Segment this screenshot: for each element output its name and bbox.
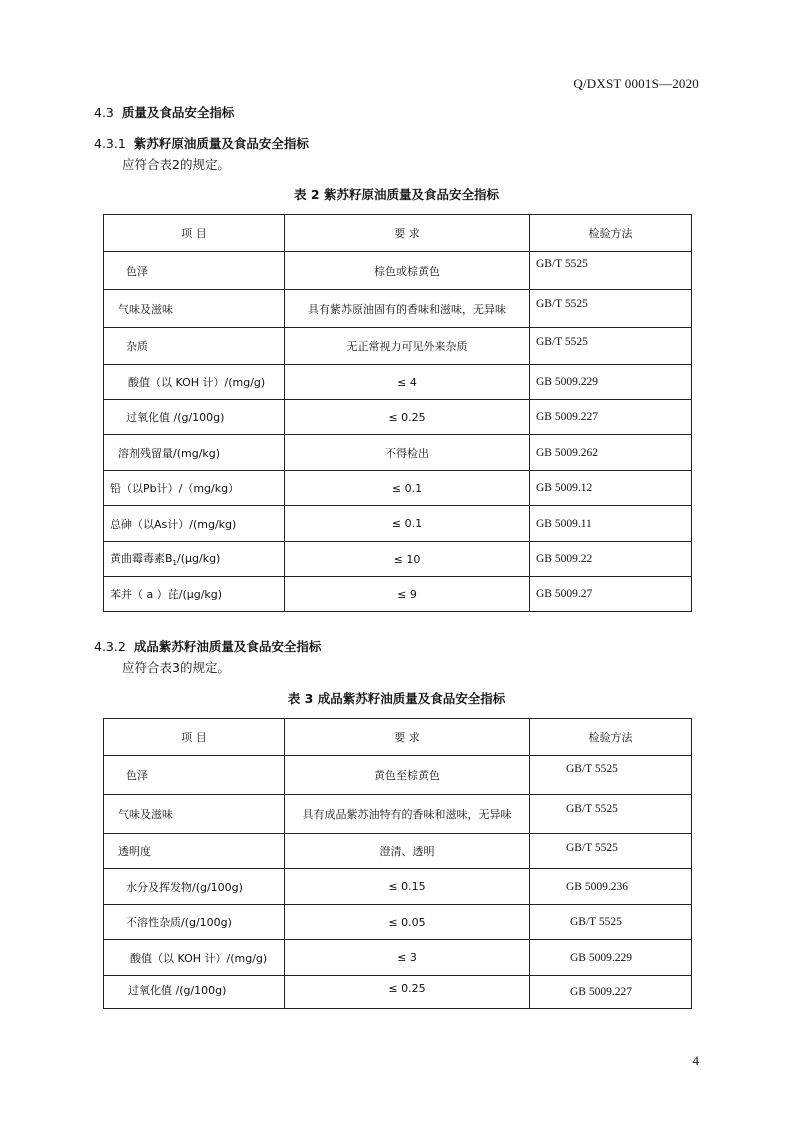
- page-number: 4: [692, 1053, 699, 1068]
- cell-item: 总砷（以As计）/(mg/kg): [104, 506, 285, 542]
- table-row: [104, 795, 692, 834]
- section-heading-4-3-1: [94, 134, 309, 152]
- cell-item: 色泽: [104, 756, 285, 795]
- cell-item: 气味及滋味: [104, 290, 285, 328]
- table2: [103, 214, 692, 612]
- cell-item: 水分及挥发物/(g/100g): [104, 869, 285, 905]
- cell-requirement: ≤ 4: [285, 365, 530, 400]
- cell-item: 酸值（以 KOH 计）/(mg/g): [104, 365, 285, 400]
- cell-method: GB 5009.229: [530, 365, 692, 400]
- cell-item: 气味及滋味: [104, 795, 285, 834]
- table-row: [104, 290, 692, 328]
- table-row: [104, 869, 692, 905]
- cell-item: 杂质: [104, 328, 285, 365]
- cell-requirement: 具有紫苏原油固有的香味和滋味，无异味: [285, 290, 530, 328]
- cell-method: GB/T 5525: [530, 328, 692, 365]
- cell-requirement: ≤ 10: [285, 542, 530, 577]
- section-heading-4-3: [94, 103, 234, 121]
- cell-method: GB/T 5525: [530, 252, 692, 290]
- cell-method: GB/T 5525: [530, 756, 692, 795]
- cell-method: GB 5009.22: [530, 542, 692, 577]
- table3: [103, 718, 692, 1009]
- cell-item: 溶剂残留量/(mg/kg): [104, 435, 285, 471]
- cell-requirement: ≤ 0.1: [285, 506, 530, 542]
- cell-method: GB/T 5525: [530, 795, 692, 834]
- cell-item: 酸值（以 KOH 计）/(mg/g): [104, 940, 285, 976]
- cell-item: 过氧化值 /(g/100g): [104, 400, 285, 435]
- cell-requirement: 棕色或棕黄色: [285, 252, 530, 290]
- cell-item: 苯并（ a ）芘/(μg/kg): [104, 577, 285, 612]
- item-text: 黄曲霉毒素B: [110, 552, 173, 566]
- table-row: [104, 542, 692, 577]
- section-number: 4.3.2: [94, 639, 126, 654]
- column-header-requirement: 要 求: [285, 215, 530, 252]
- table-row: [104, 252, 692, 290]
- cell-method: GB 5009.12: [530, 471, 692, 506]
- cell-requirement: ≤ 3: [285, 940, 530, 976]
- section-number: 4.3.1: [94, 136, 126, 151]
- section-title: 紫苏籽原油质量及食品安全指标: [133, 136, 309, 151]
- standard-code: Q/DXST 0001S—2020: [573, 76, 699, 91]
- section-title: 成品紫苏籽油质量及食品安全指标: [133, 639, 322, 654]
- cell-item: 透明度: [104, 834, 285, 869]
- item-unit: /(μg/kg): [177, 552, 221, 566]
- table-row: [104, 471, 692, 506]
- cell-requirement: ≤ 0.1: [285, 471, 530, 506]
- table2-caption: 表 2 紫苏籽原油质量及食品安全指标: [294, 187, 499, 202]
- cell-method: GB 5009.11: [530, 506, 692, 542]
- table-row: [104, 905, 692, 940]
- table-row: [104, 577, 692, 612]
- table-row: [104, 400, 692, 435]
- cell-method: GB/T 5525: [530, 290, 692, 328]
- cell-item: 铅（以Pb计）/（mg/kg）: [104, 471, 285, 506]
- cell-item: 过氧化值 /(g/100g): [104, 976, 285, 1009]
- item-subscript: 1: [172, 559, 178, 568]
- cell-requirement: 无正常视力可见外来杂质: [285, 328, 530, 365]
- section-heading-4-3-2: [94, 637, 321, 655]
- cell-method: GB/T 5525: [530, 905, 692, 940]
- cell-method: GB/T 5525: [530, 834, 692, 869]
- cell-item: 色泽: [104, 252, 285, 290]
- cell-item: 不溶性杂质/(g/100g): [104, 905, 285, 940]
- cell-requirement: 不得检出: [285, 435, 530, 471]
- cell-method: GB 5009.27: [530, 577, 692, 612]
- cell-requirement: ≤ 0.25: [285, 976, 530, 1009]
- cell-requirement: ≤ 0.25: [285, 400, 530, 435]
- section-text: 应符合表2的规定。: [122, 157, 230, 172]
- section-text: 应符合表3的规定。: [122, 660, 230, 675]
- table-row: [104, 756, 692, 795]
- column-header-item: 项 目: [104, 719, 285, 756]
- cell-requirement: ≤ 0.05: [285, 905, 530, 940]
- section-number: 4.3: [94, 105, 114, 120]
- column-header-method: 检验方法: [530, 215, 692, 252]
- cell-requirement: ≤ 9: [285, 577, 530, 612]
- table-row: [104, 435, 692, 471]
- table-header-row: [104, 719, 692, 756]
- cell-method: GB 5009.227: [530, 400, 692, 435]
- column-header-item: 项 目: [104, 215, 285, 252]
- table-row: [104, 328, 692, 365]
- table-row: [104, 365, 692, 400]
- cell-method: GB 5009.229: [530, 940, 692, 976]
- table3-caption: 表 3 成品紫苏籽油质量及食品安全指标: [287, 691, 506, 706]
- cell-requirement: 具有成品紫苏油特有的香味和滋味，无异味: [285, 795, 530, 834]
- table-header-row: [104, 215, 692, 252]
- table-row: [104, 976, 692, 1009]
- column-header-method: 检验方法: [530, 719, 692, 756]
- cell-item: [104, 542, 285, 577]
- cell-method: GB 5009.262: [530, 435, 692, 471]
- cell-requirement: 黄色至棕黄色: [285, 756, 530, 795]
- table-row: [104, 506, 692, 542]
- cell-requirement: 澄清、透明: [285, 834, 530, 869]
- section-title: 质量及食品安全指标: [121, 105, 235, 120]
- cell-method: GB 5009.236: [530, 869, 692, 905]
- table-row: [104, 940, 692, 976]
- cell-requirement: ≤ 0.15: [285, 869, 530, 905]
- column-header-requirement: 要 求: [285, 719, 530, 756]
- table-row: [104, 834, 692, 869]
- cell-method: GB 5009.227: [530, 976, 692, 1009]
